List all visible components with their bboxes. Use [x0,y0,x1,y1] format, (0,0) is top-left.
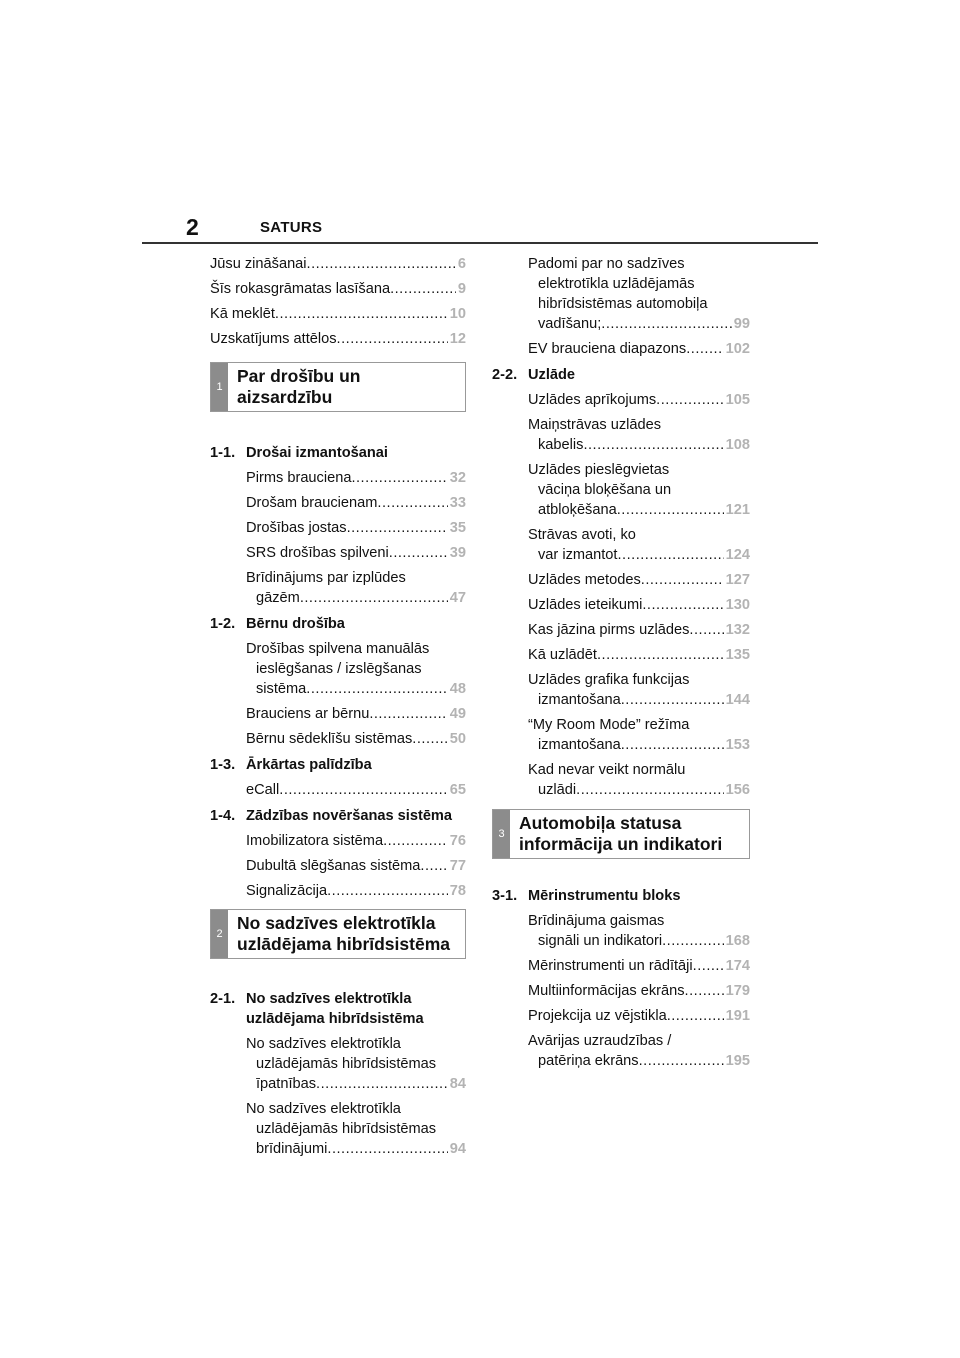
toc-entry[interactable]: Dubultā slēgšanas sistēma ..... 77 [210,856,466,876]
toc-entry[interactable]: Brīdinājums par izplūdes gāzēm ..... 47 [210,568,466,608]
page-ref: 153 [725,737,750,753]
subsection-heading: 2-1. No sadzīves elektrotīkla uzlādējama hibrīdsistēma [210,991,424,1027]
toc-entry[interactable]: Imobilizatora sistēma ..... 76 [210,831,466,851]
page-ref: 195 [725,1053,750,1069]
header-rule [142,242,818,244]
toc-entry[interactable]: Mērinstrumenti un rādītāji ..... 174 [492,956,750,976]
toc-entry[interactable]: Strāvas avoti, ko var izmantot ..... 124 [492,525,750,565]
toc-entry[interactable]: Brauciens ar bērnu ..... 49 [210,704,466,724]
section-number: 3 [493,810,510,858]
page-ref: 132 [725,622,750,638]
toc-entry[interactable]: Bērnu sēdeklīšu sistēmas ..... 50 [210,729,466,749]
toc-entry[interactable]: Brīdinājuma gaismas signāli un indikatori ..... 168 [492,911,750,951]
section-box-2[interactable] [210,909,466,959]
page-ref: 77 [449,858,466,874]
subsection-heading: 1-3. Ārkārtas palīdzība [210,757,372,773]
page-ref: 33 [449,495,466,511]
toc-entry[interactable]: Kā uzlādēt ..... 135 [492,645,750,665]
toc-entry[interactable]: eCall ..... 65 [210,780,466,800]
subsection-heading: 1-2. Bērnu drošība [210,616,345,632]
page-ref: 124 [725,547,750,563]
section-title: Automobiļa statusa informācija un indikatori [519,813,723,854]
subsection-heading: 1-1. Drošai izmantošanai [210,445,388,461]
page-ref: 102 [725,341,750,357]
toc-entry[interactable]: Drošam braucienam ..... 33 [210,493,466,513]
section-number: 2 [211,910,228,958]
page-ref: 99 [733,316,750,332]
page-ref: 130 [725,597,750,613]
page-ref: 179 [725,983,750,999]
toc-entry[interactable]: Projekcija uz vējstikla ..... 191 [492,1006,750,1026]
page-ref: 76 [449,833,466,849]
subsection-heading: 1-4. Zādzības novēršanas sistēma [210,808,453,824]
toc-entry[interactable]: Pirms brauciena ..... 32 [210,468,466,488]
page-ref: 47 [449,590,466,606]
page-ref: 191 [725,1008,750,1024]
toc-entry[interactable]: Uzlādes ieteikumi ..... 130 [492,595,750,615]
toc-column-right [492,254,750,1076]
toc-entry[interactable]: Šīs rokasgrāmatas lasīšana ..... 9 [210,279,466,299]
section-title: No sadzīves elektrotīkla uzlādējama hibrīdsistēma [237,913,450,954]
toc-entry[interactable]: SRS drošības spilveni ..... 39 [210,543,466,563]
page-ref: 94 [449,1141,466,1157]
toc-entry[interactable]: Avārijas uzraudzības / patēriņa ekrāns ..... 195 [492,1031,750,1071]
page-ref: 105 [725,392,750,408]
toc-entry[interactable]: Drošības spilvena manuālās ieslēgšanas / izslēgšanas sistēma ..... 48 [210,639,466,699]
page-ref: 50 [449,731,466,747]
toc-entry[interactable]: Signalizācija ..... 78 [210,881,466,901]
page-ref: 78 [449,883,466,899]
toc-entry[interactable]: No sadzīves elektrotīkla uzlādējamās hibrīdsistēmas īpatnības ..... 84 [210,1034,466,1094]
page-ref: 121 [725,502,750,518]
page-number: 2 [186,214,199,240]
toc-entry[interactable]: Uzlādes grafika funkcijas izmantošana ..... 144 [492,670,750,710]
page-ref: 174 [725,958,750,974]
toc-entry[interactable]: Kas jāzina pirms uzlādes ..... 132 [492,620,750,640]
toc-entry[interactable]: Uzlādes aprīkojums ..... 105 [492,390,750,410]
section-box-1[interactable] [210,362,466,412]
page-ref: 135 [725,647,750,663]
page-ref: 35 [449,520,466,536]
toc-entry[interactable]: Kad nevar veikt normālu uzlādi ..... 156 [492,760,750,800]
page-ref: 9 [457,281,466,297]
page-ref: 127 [725,572,750,588]
page-ref: 49 [449,706,466,722]
page-ref: 65 [449,782,466,798]
section-number: 1 [211,363,228,411]
toc-entry[interactable]: Multiinformācijas ekrāns ..... 179 [492,981,750,1001]
toc-entry[interactable]: Kā meklēt ..... 10 [210,304,466,324]
page-ref: 10 [449,306,466,322]
page-ref: 12 [449,331,466,347]
toc-entry[interactable]: Uzskatījums attēlos ..... 12 [210,329,466,349]
subsection-heading: 3-1. Mērinstrumentu bloks [492,888,681,904]
page-ref: 32 [449,470,466,486]
section-title: Par drošību un aizsardzību [237,366,361,407]
toc-entry[interactable]: Uzlādes metodes ..... 127 [492,570,750,590]
page-ref: 84 [449,1076,466,1092]
page-ref: 168 [725,933,750,949]
toc-entry[interactable]: No sadzīves elektrotīkla uzlādējamās hibrīdsistēmas brīdinājumi ..... 94 [210,1099,466,1159]
toc-entry[interactable]: “My Room Mode” režīma izmantošana ..... 153 [492,715,750,755]
subsection-heading: 2-2. Uzlāde [492,367,576,383]
section-box-3[interactable] [492,809,750,859]
toc-column-left [210,254,466,1164]
toc-entry[interactable]: Uzlādes pieslēgvietas vāciņa bloķēšana un atbloķēšana ..... 121 [492,460,750,520]
page-ref: 6 [457,256,466,272]
page-ref: 144 [725,692,750,708]
page-ref: 108 [725,437,750,453]
toc-entry[interactable]: EV brauciena diapazons ..... 102 [492,339,750,359]
toc-entry[interactable]: Jūsu zināšanai ..... 6 [210,254,466,274]
page-title: SATURS [260,219,323,236]
page-ref: 48 [449,681,466,697]
toc-entry[interactable]: Drošības jostas ..... 35 [210,518,466,538]
page-ref: 156 [725,782,750,798]
toc-entry[interactable]: Maiņstrāvas uzlādes kabelis ..... 108 [492,415,750,455]
page-ref: 39 [449,545,466,561]
toc-entry[interactable]: Padomi par no sadzīves elektrotīkla uzlādējamās hibrīdsistēmas automobiļa vadīšanu; ..... 99 [492,254,750,334]
